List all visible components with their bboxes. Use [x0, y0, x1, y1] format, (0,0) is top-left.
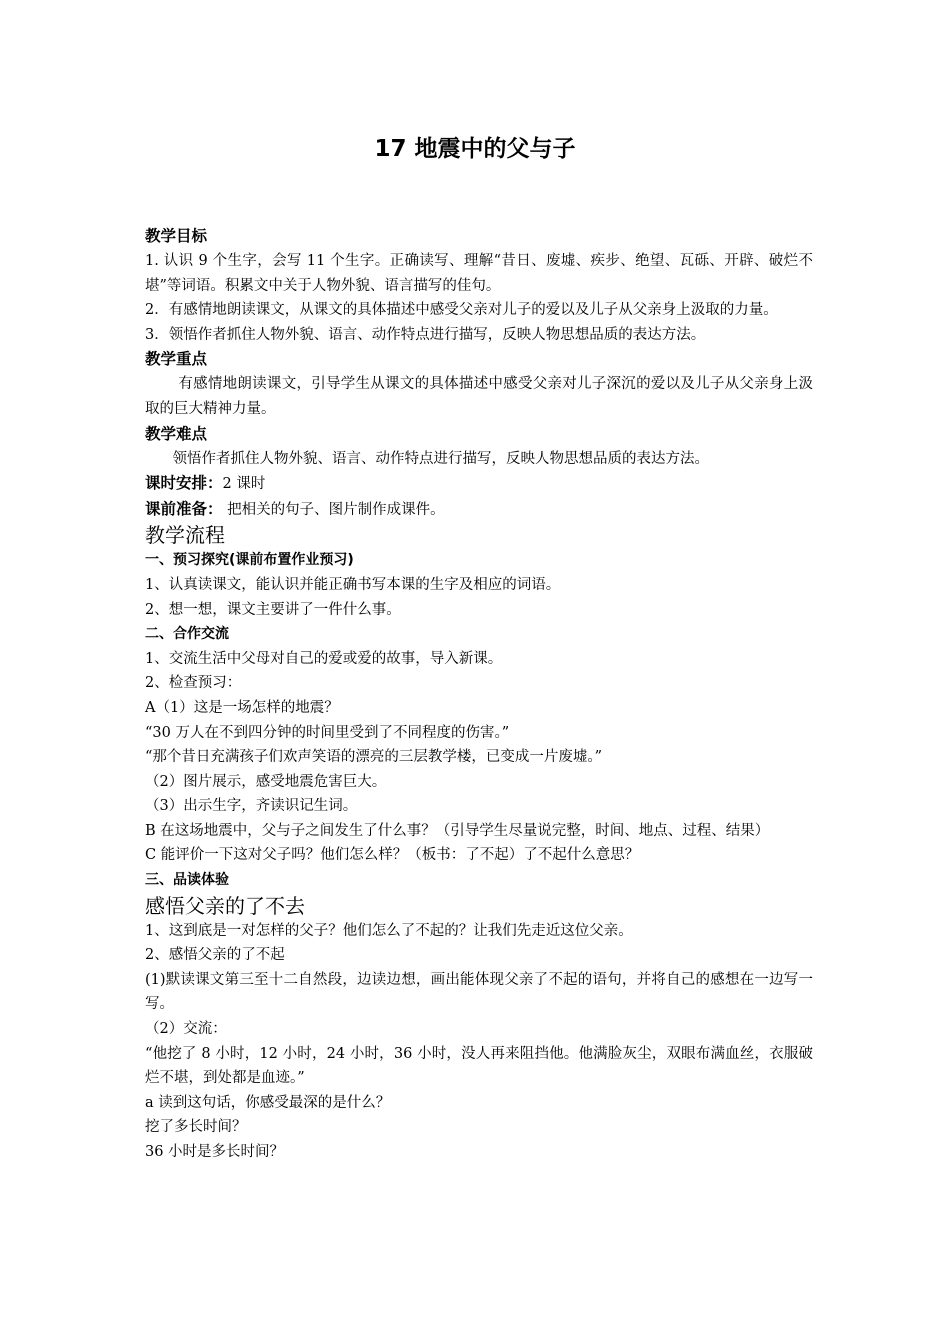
- goal-item: 2．有感情地朗读课文，从课文的具体描述中感受父亲对儿子的爱以及儿子从父亲身上汲取的力量。: [145, 302, 778, 319]
- difficulty-text: 领悟作者抓住人物外貌、语言、动作特点进行描写，反映人物思想品质的表达方法。: [172, 450, 710, 467]
- section2-item: “30 万人在不到四分钟的时间里受到了不同程度的伤害。”: [145, 724, 510, 741]
- difficulty-heading: 教学难点: [145, 424, 208, 443]
- section2-item: （2）图片展示，感受地震危害巨大。: [145, 773, 387, 790]
- page-title: 17 地震中的父与子: [374, 136, 576, 162]
- section1-heading: 一、预习探究(课前布置作业预习): [145, 552, 354, 569]
- goal-item: 3．领悟作者抓住人物外貌、语言、动作特点进行描写，反映人物思想品质的表达方法。: [145, 326, 706, 343]
- schedule-value: 2 课时: [222, 476, 266, 493]
- prep-value: 把相关的句子、图片制作成课件。: [222, 501, 445, 518]
- schedule-label: 课时安排：: [145, 474, 223, 493]
- section3-item: “他挖了 8 小时，12 小时，24 小时，36 小时，没人再来阻挡他。他满脸灰尘，双眼布满血丝，衣服破烂不堪，到处都是血迹。”: [145, 1045, 813, 1087]
- key-text: 有感情地朗读课文，引导学生从课文的具体描述中感受父亲对儿子深沉的爱以及儿子从父亲身上汲取的巨大精神力量。: [145, 376, 813, 417]
- section2-item: 1、交流生活中父母对自己的爱或爱的故事，导入新课。: [145, 650, 503, 667]
- section3-item: a 读到这句话，你感受最深的是什么？: [145, 1094, 391, 1111]
- flow-heading: 教学流程: [145, 523, 225, 548]
- section2-item: 2、检查预习：: [145, 675, 242, 692]
- section2-item: B 在这场地震中，父与子之间发生了什么事？（引导学生尽量说完整，时间、地点、过程、结果）: [145, 822, 770, 839]
- goal-item: 1. 认识 9 个生字，会写 11 个生字。正确读写、理解“昔日、废墟、疾步、绝望、瓦砾、开辟、破烂不堪”等词语。积累文中关于人物外貌、语言描写的佳句。: [145, 253, 813, 294]
- document-body: [145, 224, 813, 1165]
- section3-item: 1、这到底是一对怎样的父子？他们怎么了不起的？让我们先走近这位父亲。: [145, 922, 633, 939]
- section3-item: 36 小时是多长时间？: [145, 1144, 285, 1160]
- section3-heading: 三、品读体验: [145, 872, 229, 889]
- prep-label: 课前准备：: [145, 499, 223, 518]
- section3-item: 挖了多长时间？: [145, 1119, 247, 1136]
- section2-item: C 能评价一下这对父子吗？他们怎么样？（板书：了不起）了不起什么意思？: [145, 847, 640, 864]
- section2-item: “那个昔日充满孩子们欢声笑语的漂亮的三层教学楼，已变成一片废墟。”: [145, 749, 603, 766]
- section3-item: (1)默读课文第三至十二自然段，边读边想，画出能体现父亲了不起的语句，并将自己的感想在一边写一写。: [145, 971, 813, 1013]
- section3-item: （2）交流：: [145, 1021, 227, 1038]
- section1-item: 2、想一想，课文主要讲了一件什么事。: [145, 601, 401, 618]
- section1-item: 1、认真读课文，能认识并能正确书写本课的生字及相应的词语。: [145, 576, 561, 593]
- prep-line: [145, 497, 813, 523]
- schedule-line: [145, 471, 813, 497]
- section2-heading: 二、合作交流: [145, 626, 229, 643]
- key-heading: 教学重点: [145, 350, 208, 369]
- section3-item: 2、感悟父亲的了不起: [145, 947, 285, 964]
- subsection-heading: 感悟父亲的了不去: [145, 893, 305, 918]
- section2-item: （3）出示生字，齐读识记生词。: [145, 798, 358, 815]
- goals-heading: 教学目标: [145, 227, 208, 245]
- section2-item: A（1）这是一场怎样的地震？: [145, 699, 339, 716]
